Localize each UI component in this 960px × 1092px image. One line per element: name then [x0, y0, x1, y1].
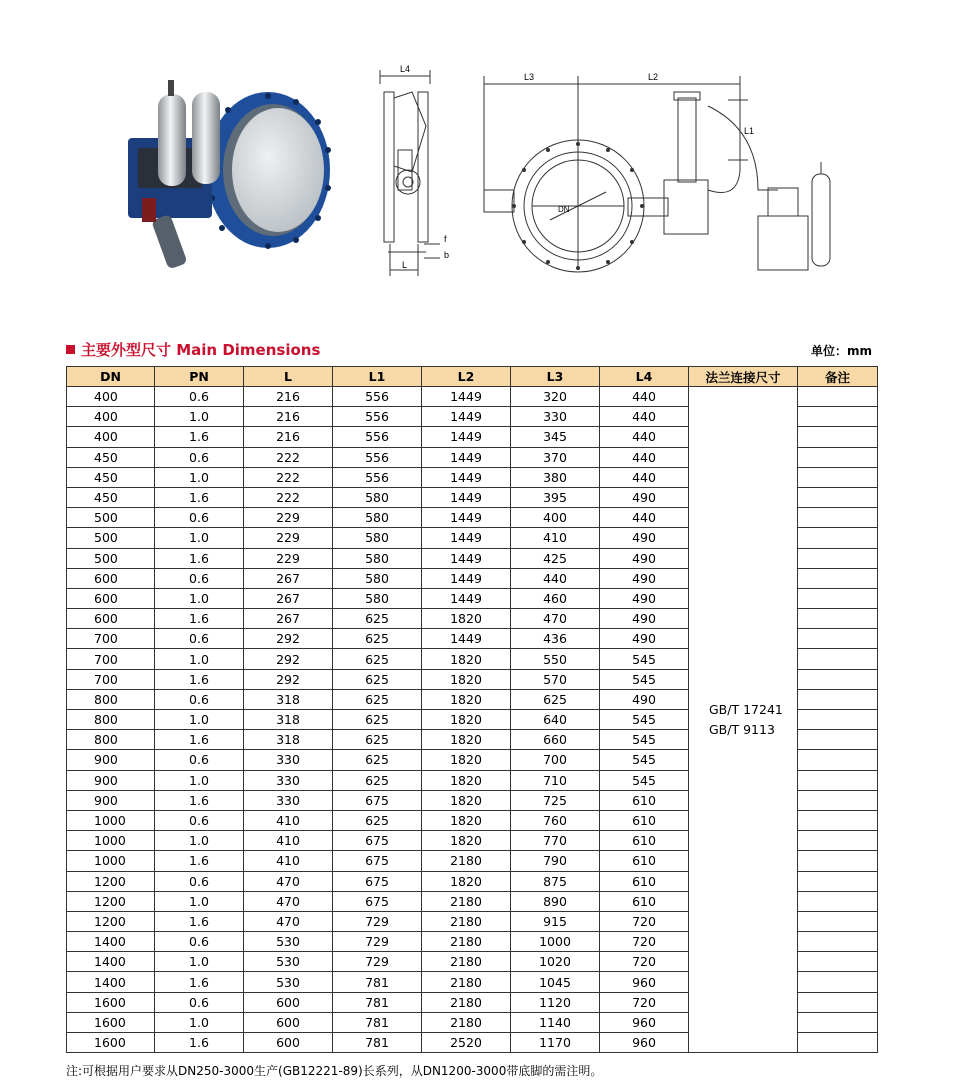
table-cell: 800 — [67, 689, 155, 709]
table-cell: 545 — [600, 730, 689, 750]
valve-product-photo — [118, 78, 348, 278]
remarks-cell — [798, 810, 878, 830]
table-cell: 915 — [511, 911, 600, 931]
table-cell: 292 — [244, 669, 333, 689]
unit-label: 单位：mm — [810, 344, 872, 358]
table-cell: 781 — [333, 992, 422, 1012]
remarks-cell — [798, 1033, 878, 1053]
table-cell: 2180 — [422, 992, 511, 1012]
table-cell: 900 — [67, 750, 155, 770]
table-cell: 1820 — [422, 770, 511, 790]
table-cell: 1820 — [422, 730, 511, 750]
table-cell: 790 — [511, 851, 600, 871]
table-cell: 216 — [244, 427, 333, 447]
table-cell: 2180 — [422, 851, 511, 871]
table-cell: 500 — [67, 548, 155, 568]
table-cell: 720 — [600, 952, 689, 972]
table-cell: 1.0 — [155, 588, 244, 608]
section-title-text: 主要外型尺寸 Main Dimensions — [81, 341, 321, 359]
table-cell: 267 — [244, 609, 333, 629]
label-L: L — [402, 260, 408, 270]
table-cell: 1.0 — [155, 770, 244, 790]
table-cell: 1.0 — [155, 831, 244, 851]
table-cell: 600 — [244, 1033, 333, 1053]
table-cell: 700 — [67, 649, 155, 669]
table-cell: 1449 — [422, 487, 511, 507]
remarks-cell — [798, 770, 878, 790]
table-cell: 1000 — [67, 831, 155, 851]
table-cell: 781 — [333, 972, 422, 992]
table-cell: 600 — [67, 609, 155, 629]
table-cell: 675 — [333, 871, 422, 891]
table-cell: 600 — [244, 992, 333, 1012]
remarks-cell — [798, 831, 878, 851]
table-cell: 229 — [244, 508, 333, 528]
table-cell: 580 — [333, 508, 422, 528]
label-b: b — [444, 250, 450, 260]
table-cell: 545 — [600, 750, 689, 770]
table-cell: 1400 — [67, 932, 155, 952]
table-cell: 1200 — [67, 871, 155, 891]
table-cell: 610 — [600, 851, 689, 871]
header-row — [67, 367, 878, 387]
table-cell: 330 — [244, 770, 333, 790]
table-cell: 900 — [67, 770, 155, 790]
table-cell: 545 — [600, 669, 689, 689]
table-cell: 1449 — [422, 387, 511, 407]
table-cell: 625 — [333, 750, 422, 770]
table-cell: 450 — [67, 467, 155, 487]
table-cell: 267 — [244, 588, 333, 608]
table-cell: 1.0 — [155, 1012, 244, 1032]
table-cell: 1020 — [511, 952, 600, 972]
table-cell: 410 — [511, 528, 600, 548]
front-view-drawing — [478, 70, 848, 280]
label-L2: L2 — [648, 72, 659, 82]
table-cell: 1120 — [511, 992, 600, 1012]
table-cell: 410 — [244, 831, 333, 851]
table-cell: 2180 — [422, 932, 511, 952]
remarks-cell — [798, 467, 878, 487]
table-cell: 2180 — [422, 1012, 511, 1032]
header-l2: L2 — [422, 367, 511, 387]
table-cell: 2520 — [422, 1033, 511, 1053]
table-cell: 675 — [333, 790, 422, 810]
table-cell: 1820 — [422, 871, 511, 891]
table-cell: 470 — [511, 609, 600, 629]
product-figures — [0, 0, 960, 300]
header-remarks: 备注 — [798, 367, 878, 387]
table-cell: 1.6 — [155, 487, 244, 507]
table-cell: 1449 — [422, 568, 511, 588]
table-cell: 1.0 — [155, 407, 244, 427]
table-cell: 1820 — [422, 831, 511, 851]
table-cell: 490 — [600, 568, 689, 588]
table-cell: 770 — [511, 831, 600, 851]
table-cell: 440 — [600, 508, 689, 528]
table-cell: 470 — [244, 891, 333, 911]
table-cell: 320 — [511, 387, 600, 407]
table-cell: 1.6 — [155, 851, 244, 871]
table-cell: 729 — [333, 911, 422, 931]
table-cell: 490 — [600, 548, 689, 568]
table-cell: 1000 — [67, 810, 155, 830]
table-cell: 545 — [600, 710, 689, 730]
header-l1: L1 — [333, 367, 422, 387]
table-cell: 0.6 — [155, 689, 244, 709]
table-cell: 625 — [333, 770, 422, 790]
table-cell: 380 — [511, 467, 600, 487]
remarks-cell — [798, 972, 878, 992]
table-cell: 2180 — [422, 972, 511, 992]
table-cell: 330 — [244, 790, 333, 810]
table-cell: 1.6 — [155, 1033, 244, 1053]
table-cell: 410 — [244, 851, 333, 871]
flange-standard-line: GB/T 17241 — [709, 701, 783, 717]
table-cell: 556 — [333, 387, 422, 407]
table-cell: 292 — [244, 629, 333, 649]
table-cell: 2180 — [422, 911, 511, 931]
table-cell: 1.6 — [155, 730, 244, 750]
table-cell: 600 — [67, 568, 155, 588]
remarks-cell — [798, 932, 878, 952]
table-cell: 1820 — [422, 649, 511, 669]
table-cell: 1.6 — [155, 669, 244, 689]
table-cell: 1820 — [422, 810, 511, 830]
remarks-cell — [798, 609, 878, 629]
table-cell: 900 — [67, 790, 155, 810]
table-cell: 1200 — [67, 911, 155, 931]
table-cell: 1449 — [422, 528, 511, 548]
table-cell: 556 — [333, 427, 422, 447]
side-view-drawing — [372, 62, 472, 282]
table-cell: 530 — [244, 952, 333, 972]
table-cell: 1.6 — [155, 972, 244, 992]
remarks-cell — [798, 387, 878, 407]
table-cell: 960 — [600, 1033, 689, 1053]
table-cell: 1820 — [422, 609, 511, 629]
table-cell: 1449 — [422, 427, 511, 447]
table-header — [67, 367, 878, 387]
table-cell: 440 — [600, 447, 689, 467]
table-cell: 625 — [333, 710, 422, 730]
label-L3: L3 — [524, 72, 535, 82]
table-cell: 600 — [244, 1012, 333, 1032]
table-cell: 1.6 — [155, 790, 244, 810]
table-cell: 610 — [600, 871, 689, 891]
table-cell: 580 — [333, 548, 422, 568]
table-cell: 660 — [511, 730, 600, 750]
table-cell: 675 — [333, 831, 422, 851]
table-cell: 222 — [244, 447, 333, 467]
table-cell: 2180 — [422, 952, 511, 972]
table-cell: 600 — [67, 588, 155, 608]
table-cell: 500 — [67, 528, 155, 548]
table-cell: 545 — [600, 770, 689, 790]
table-cell: 890 — [511, 891, 600, 911]
table-cell: 1449 — [422, 629, 511, 649]
table-row — [67, 387, 878, 407]
table-cell: 1449 — [422, 467, 511, 487]
remarks-cell — [798, 710, 878, 730]
table-cell: 470 — [244, 871, 333, 891]
table-cell: 216 — [244, 387, 333, 407]
table-cell: 1449 — [422, 548, 511, 568]
table-cell: 0.6 — [155, 871, 244, 891]
table-cell: 580 — [333, 568, 422, 588]
table-cell: 318 — [244, 730, 333, 750]
table-cell: 1820 — [422, 710, 511, 730]
table-cell: 0.6 — [155, 629, 244, 649]
remarks-cell — [798, 508, 878, 528]
table-cell: 460 — [511, 588, 600, 608]
remarks-cell — [798, 891, 878, 911]
table-cell: 1449 — [422, 588, 511, 608]
table-cell: 1.0 — [155, 710, 244, 730]
table-cell: 700 — [67, 669, 155, 689]
remarks-cell — [798, 447, 878, 467]
table-cell: 610 — [600, 891, 689, 911]
table-cell: 0.6 — [155, 387, 244, 407]
table-cell: 570 — [511, 669, 600, 689]
table-cell: 216 — [244, 407, 333, 427]
section-title — [66, 339, 320, 360]
table-cell: 625 — [333, 730, 422, 750]
table-cell: 0.6 — [155, 508, 244, 528]
table-cell: 400 — [67, 407, 155, 427]
table-cell: 0.6 — [155, 750, 244, 770]
table-cell: 1600 — [67, 1012, 155, 1032]
table-cell: 425 — [511, 548, 600, 568]
table-cell: 1.0 — [155, 649, 244, 669]
label-DN: DN — [558, 205, 570, 214]
table-cell: 710 — [511, 770, 600, 790]
table-cell: 1140 — [511, 1012, 600, 1032]
remarks-cell — [798, 1012, 878, 1032]
table-cell: 1.0 — [155, 528, 244, 548]
table-cell: 490 — [600, 689, 689, 709]
table-cell: 675 — [333, 891, 422, 911]
table-cell: 550 — [511, 649, 600, 669]
table-cell: 440 — [600, 467, 689, 487]
table-cell: 610 — [600, 790, 689, 810]
table-cell: 625 — [511, 689, 600, 709]
table-cell: 440 — [600, 407, 689, 427]
remarks-cell — [798, 952, 878, 972]
table-cell: 580 — [333, 487, 422, 507]
table-cell: 625 — [333, 669, 422, 689]
table-cell: 318 — [244, 689, 333, 709]
table-cell: 370 — [511, 447, 600, 467]
table-cell: 960 — [600, 1012, 689, 1032]
remarks-cell — [798, 790, 878, 810]
remarks-cell — [798, 649, 878, 669]
remarks-cell — [798, 528, 878, 548]
label-f: f — [444, 234, 447, 244]
title-bullet-icon — [66, 345, 75, 354]
table-cell: 545 — [600, 649, 689, 669]
table-cell: 222 — [244, 467, 333, 487]
label-L4: L4 — [400, 64, 411, 74]
table-cell: 781 — [333, 1012, 422, 1032]
table-cell: 500 — [67, 508, 155, 528]
remarks-cell — [798, 568, 878, 588]
table-cell: 729 — [333, 952, 422, 972]
table-cell: 292 — [244, 649, 333, 669]
table-cell: 318 — [244, 710, 333, 730]
table-cell: 1820 — [422, 790, 511, 810]
table-cell: 675 — [333, 851, 422, 871]
remarks-cell — [798, 548, 878, 568]
table-cell: 222 — [244, 487, 333, 507]
table-cell: 1045 — [511, 972, 600, 992]
table-cell: 625 — [333, 609, 422, 629]
table-cell: 729 — [333, 932, 422, 952]
table-cell: 1.0 — [155, 952, 244, 972]
table-cell: 490 — [600, 588, 689, 608]
remarks-cell — [798, 992, 878, 1012]
header-l3: L3 — [511, 367, 600, 387]
table-cell: 640 — [511, 710, 600, 730]
remarks-cell — [798, 407, 878, 427]
table-cell: 450 — [67, 447, 155, 467]
table-cell: 1000 — [67, 851, 155, 871]
table-cell: 556 — [333, 467, 422, 487]
table-cell: 1400 — [67, 952, 155, 972]
table-cell: 625 — [333, 649, 422, 669]
table-cell: 1170 — [511, 1033, 600, 1053]
remarks-cell — [798, 588, 878, 608]
remarks-cell — [798, 629, 878, 649]
table-cell: 0.6 — [155, 568, 244, 588]
table-cell: 960 — [600, 972, 689, 992]
table-cell: 0.6 — [155, 992, 244, 1012]
table-cell: 440 — [511, 568, 600, 588]
table-cell: 400 — [67, 387, 155, 407]
table-cell: 1449 — [422, 407, 511, 427]
table-cell: 229 — [244, 528, 333, 548]
table-cell: 760 — [511, 810, 600, 830]
table-cell: 400 — [67, 427, 155, 447]
table-cell: 0.6 — [155, 810, 244, 830]
table-cell: 490 — [600, 487, 689, 507]
table-cell: 1.6 — [155, 911, 244, 931]
table-cell: 410 — [244, 810, 333, 830]
table-cell: 556 — [333, 407, 422, 427]
table-cell: 436 — [511, 629, 600, 649]
remarks-cell — [798, 851, 878, 871]
label-L1: L1 — [744, 126, 755, 136]
table-cell: 610 — [600, 831, 689, 851]
table-cell: 720 — [600, 932, 689, 952]
table-cell: 470 — [244, 911, 333, 931]
table-cell: 580 — [333, 528, 422, 548]
table-cell: 625 — [333, 810, 422, 830]
table-cell: 720 — [600, 911, 689, 931]
table-cell: 610 — [600, 810, 689, 830]
table-cell: 440 — [600, 427, 689, 447]
table-cell: 1449 — [422, 508, 511, 528]
flange-standard-cell — [689, 387, 798, 1053]
remarks-cell — [798, 730, 878, 750]
table-cell: 1.0 — [155, 891, 244, 911]
table-cell: 875 — [511, 871, 600, 891]
table-cell: 440 — [600, 387, 689, 407]
remarks-cell — [798, 871, 878, 891]
table-cell: 725 — [511, 790, 600, 810]
flange-standard-line: GB/T 9113 — [709, 721, 775, 737]
table-cell: 0.6 — [155, 932, 244, 952]
footnote: 注:可根据用户要求从DN250-3000生产(GB12221-89)长系列，从DN1200-3000带底脚的需注明。 — [66, 1064, 603, 1078]
table-cell: 330 — [244, 750, 333, 770]
table-cell: 490 — [600, 629, 689, 649]
table-cell: 2180 — [422, 891, 511, 911]
table-cell: 395 — [511, 487, 600, 507]
table-cell: 530 — [244, 932, 333, 952]
table-cell: 229 — [244, 548, 333, 568]
header-l: L — [244, 367, 333, 387]
table-cell: 1449 — [422, 447, 511, 467]
table-cell: 0.6 — [155, 447, 244, 467]
header-pn: PN — [155, 367, 244, 387]
remarks-cell — [798, 911, 878, 931]
table-cell: 490 — [600, 528, 689, 548]
table-cell: 1820 — [422, 750, 511, 770]
table-cell: 700 — [511, 750, 600, 770]
table-cell: 1.0 — [155, 467, 244, 487]
dimensions-table — [66, 366, 878, 1053]
table-cell: 1820 — [422, 689, 511, 709]
table-cell: 800 — [67, 730, 155, 750]
table-cell: 556 — [333, 447, 422, 467]
table-cell: 450 — [67, 487, 155, 507]
remarks-cell — [798, 669, 878, 689]
table-cell: 580 — [333, 588, 422, 608]
header-dn: DN — [67, 367, 155, 387]
table-cell: 625 — [333, 629, 422, 649]
table-cell: 267 — [244, 568, 333, 588]
table-cell: 700 — [67, 629, 155, 649]
table-cell: 1400 — [67, 972, 155, 992]
table-cell: 490 — [600, 609, 689, 629]
table-cell: 530 — [244, 972, 333, 992]
table-body — [67, 387, 878, 1053]
table-cell: 345 — [511, 427, 600, 447]
table-cell: 720 — [600, 992, 689, 1012]
header-l4: L4 — [600, 367, 689, 387]
table-cell: 330 — [511, 407, 600, 427]
table-cell: 400 — [511, 508, 600, 528]
table-cell: 1600 — [67, 1033, 155, 1053]
remarks-cell — [798, 427, 878, 447]
table-cell: 625 — [333, 689, 422, 709]
remarks-cell — [798, 689, 878, 709]
table-cell: 781 — [333, 1033, 422, 1053]
table-cell: 800 — [67, 710, 155, 730]
table-cell: 1.6 — [155, 609, 244, 629]
remarks-cell — [798, 487, 878, 507]
table-cell: 1000 — [511, 932, 600, 952]
table-cell: 1.6 — [155, 548, 244, 568]
remarks-cell — [798, 750, 878, 770]
table-cell: 1820 — [422, 669, 511, 689]
header-flange-connection: 法兰连接尺寸 — [689, 367, 798, 387]
table-cell: 1.6 — [155, 427, 244, 447]
table-cell: 1600 — [67, 992, 155, 1012]
table-cell: 1200 — [67, 891, 155, 911]
